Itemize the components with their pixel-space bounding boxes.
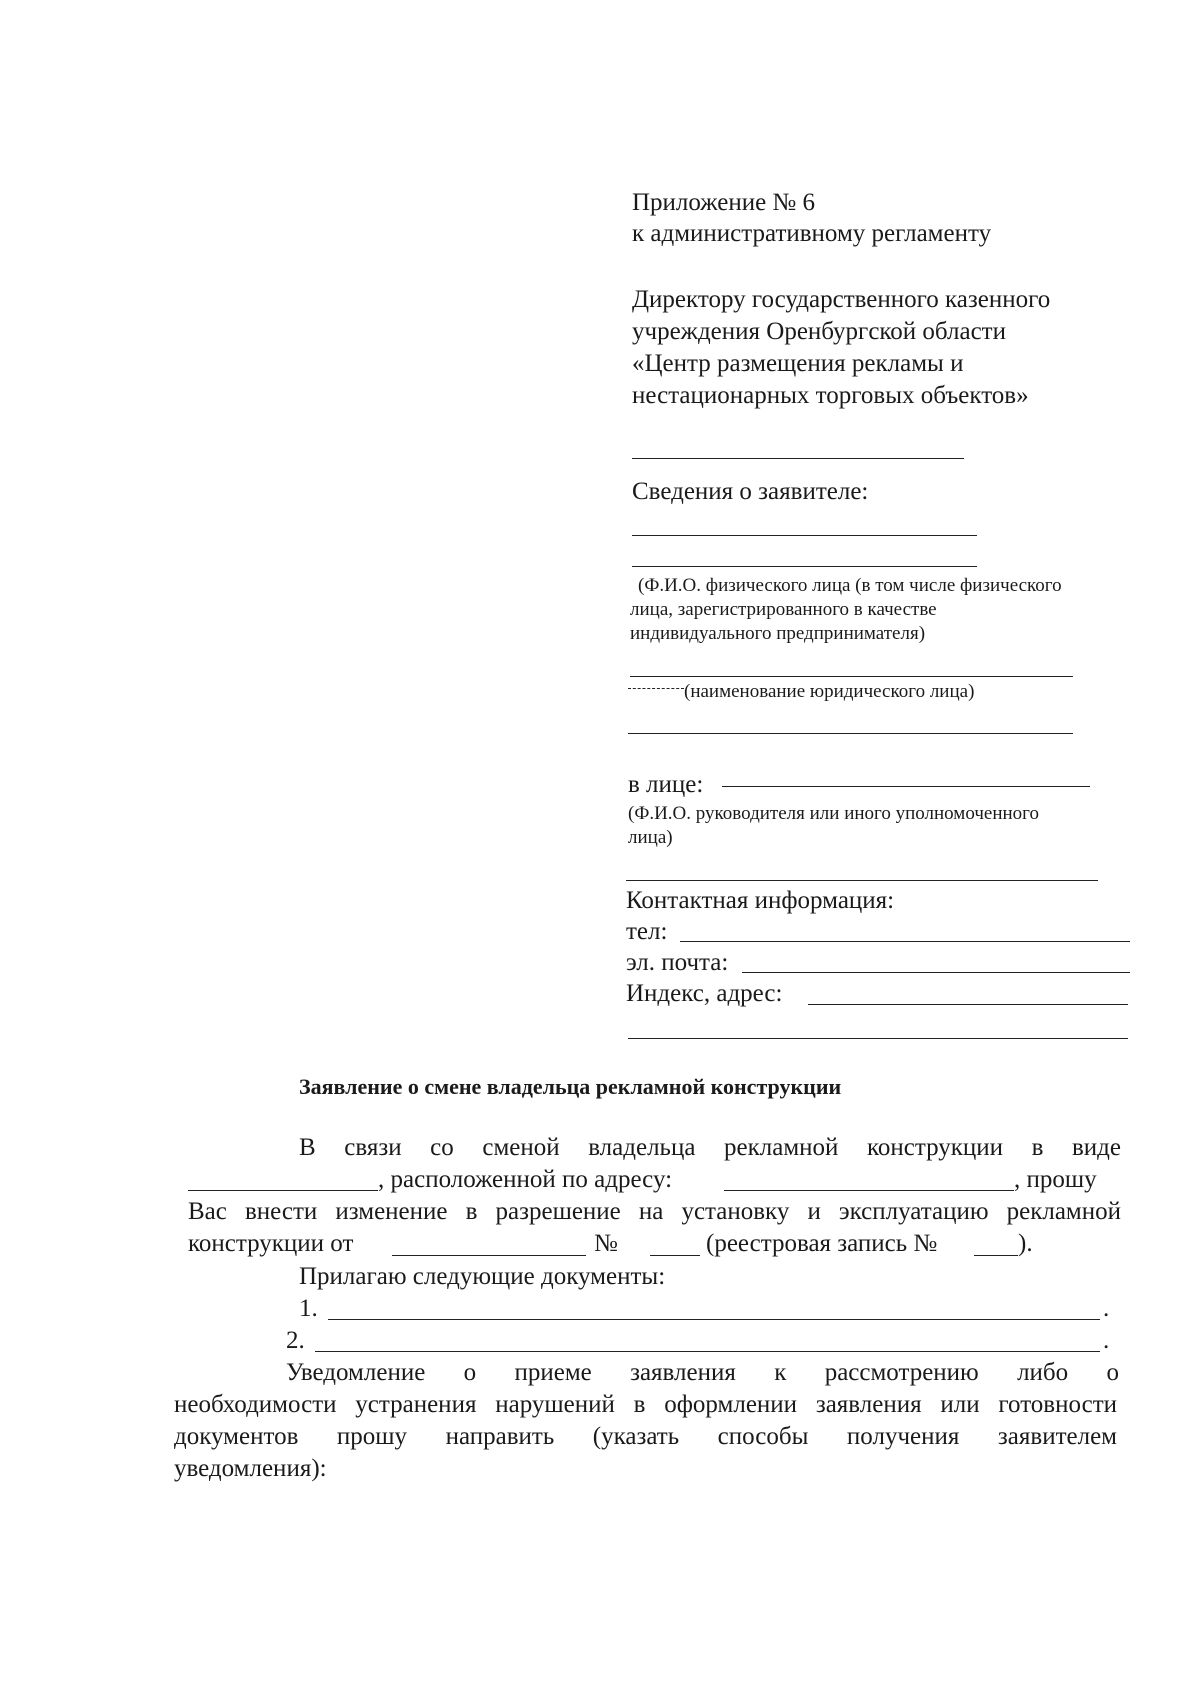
- addressee-line-1: Директору государственного казенного: [632, 286, 1051, 313]
- attachment-2-end: .: [1103, 1327, 1110, 1354]
- address-label: Индекс, адрес:: [626, 980, 783, 1007]
- paragraph-1-line-3: Вас внести изменение в разрешение на установку и эксплуатацию рекламной: [188, 1198, 1121, 1225]
- person-note-line-3: индивидуального предпринимателя): [630, 623, 926, 644]
- representative-note-line-1: (Ф.И.О. руководителя или иного уполномоченного: [628, 803, 1039, 824]
- applicant-line-1: [632, 535, 977, 536]
- legal-entity-mark: [628, 688, 684, 689]
- attachments-heading: Прилагаю следующие документы:: [299, 1263, 666, 1290]
- paragraph-2-line-1: Уведомление о приеме заявления к рассмотрению либо о: [286, 1359, 1119, 1386]
- addressee-line-4: нестационарных торговых объектов»: [632, 382, 1029, 409]
- permit-date-line: [392, 1255, 586, 1256]
- attachment-1-number: 1.: [299, 1295, 318, 1322]
- registry-number-line: [974, 1255, 1018, 1256]
- attachment-1-end: .: [1103, 1295, 1110, 1322]
- contact-heading: Контактная информация:: [626, 887, 895, 914]
- paragraph-1-line-2b: , прошу: [1014, 1166, 1097, 1193]
- address-field-line-2: [628, 1038, 1128, 1039]
- paragraph-1-line-4c: (реестровая запись №: [706, 1230, 938, 1257]
- paragraph-1-line-4d: ).: [1018, 1230, 1033, 1257]
- construction-address-line: [724, 1190, 1014, 1191]
- appendix-reference: к административному регламенту: [632, 220, 992, 247]
- addressee-line-3: «Центр размещения рекламы и: [632, 350, 964, 377]
- legal-entity-note: (наименование юридического лица): [684, 681, 975, 702]
- paragraph-2-line-4: уведомления):: [174, 1455, 327, 1482]
- paragraph-1-line-4b: №: [594, 1230, 618, 1257]
- phone-label: тел:: [626, 918, 668, 945]
- attachment-2-line: [315, 1351, 1100, 1352]
- construction-type-line: [188, 1190, 378, 1191]
- applicant-heading: Сведения о заявителе:: [632, 478, 869, 505]
- legal-entity-line-2: [628, 733, 1073, 734]
- legal-entity-line: [630, 676, 1073, 677]
- permit-number-line: [650, 1255, 700, 1256]
- paragraph-2-line-2: необходимости устранения нарушений в оформлении заявления или готовности: [174, 1391, 1117, 1418]
- email-field-line: [742, 972, 1130, 973]
- represented-by-line: [722, 786, 1090, 787]
- attachment-1-line: [328, 1319, 1100, 1320]
- document-title: Заявление о смене владельца рекламной конструкции: [299, 1074, 842, 1099]
- addressee-line-2: учреждения Оренбургской области: [632, 318, 1006, 345]
- phone-field-line: [680, 941, 1130, 942]
- email-label: эл. почта:: [626, 949, 729, 976]
- paragraph-1-line-2a: , расположенной по адресу:: [378, 1166, 673, 1193]
- paragraph-1-line-4a: конструкции от: [188, 1230, 354, 1257]
- represented-by-label: в лице:: [628, 771, 704, 798]
- attachment-2-number: 2.: [286, 1327, 305, 1354]
- applicant-line-2: [632, 566, 977, 567]
- address-field-line: [808, 1004, 1128, 1005]
- appendix-number: Приложение № 6: [632, 189, 816, 216]
- person-note-line-2: лица, зарегистрированного в качестве: [630, 599, 937, 620]
- representative-note-line-2: лица): [628, 827, 673, 848]
- director-name-line: [632, 458, 964, 459]
- paragraph-1-line-1: В связи со сменой владельца рекламной конструкции в виде: [299, 1134, 1121, 1161]
- paragraph-2-line-3: документов прошу направить (указать способы получения заявителем: [174, 1423, 1117, 1450]
- representative-line: [626, 880, 1098, 881]
- person-note-line-1: (Ф.И.О. физического лица (в том числе физического: [638, 575, 1062, 596]
